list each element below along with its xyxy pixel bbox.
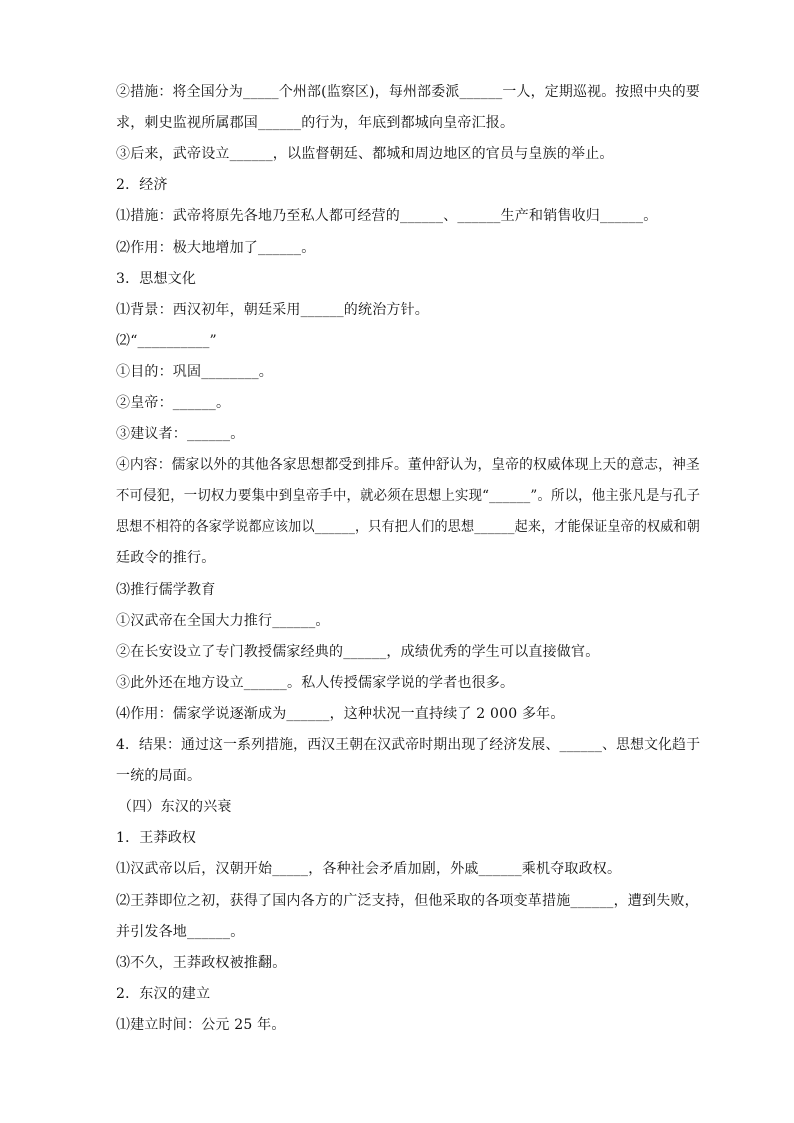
text-line: ⑴汉武帝以后，汉朝开始_____，各种社会矛盾加剧，外戚______乘机夺取政权。 — [116, 861, 622, 877]
text-line: 2．经济 — [116, 177, 168, 193]
text-line: ⑴措施：武帝将原先各地乃至私人都可经营的______、______生产和销售收归______。 — [116, 208, 658, 224]
text-line: ⑴背景：西汉初年，朝廷采用______的统治方针。 — [116, 302, 429, 318]
text-line: ①汉武帝在全国大力推行______。 — [116, 613, 330, 629]
text-line: ③此外还在地方设立______。私人传授儒家学说的学者也很多。 — [116, 675, 515, 691]
text-line: ⑴建立时间：公元 25 年。 — [116, 1017, 286, 1033]
text-line: ②皇帝：______。 — [116, 395, 231, 411]
text-line: ④内容：儒家以外的其他各家思想都受到排斥。董仲舒认为，皇帝的权威体现上天的意志，神圣 — [116, 457, 700, 473]
text-line: ③建议者：______。 — [116, 426, 245, 442]
text-line: ③后来，武帝设立______，以监督朝廷、都城和周边地区的官员与皇族的举止。 — [116, 146, 614, 162]
text-line: 廷政令的推行。 — [116, 550, 216, 566]
text-line: 2．东汉的建立 — [116, 986, 211, 1002]
text-line: ①目的：巩固________。 — [116, 364, 273, 380]
text-line: ⑵“__________” — [116, 333, 217, 349]
text-line: ⑶推行儒学教育 — [116, 582, 216, 598]
text-line: 一统的局面。 — [116, 768, 202, 784]
text-line: 不可侵犯，一切权力要集中到皇帝手中，就必须在思想上实现“______”。所以，他主张凡是与孔子 — [116, 488, 701, 504]
text-line: 思想不相符的各家学说都应该加以______，只有把人们的思想______起来，才能保证皇帝的权威和朝 — [116, 519, 701, 535]
text-line: 4．结果：通过这一系列措施，西汉王朝在汉武帝时期出现了经济发展、______、思想文化趋于 — [116, 737, 701, 753]
text-line: 求，刺史监视所属郡国______的行为，年底到都城向皇帝汇报。 — [116, 115, 515, 131]
text-line: 3．思想文化 — [116, 271, 197, 287]
text-line: ⑶不久，王莽政权被推翻。 — [116, 955, 287, 971]
text-line: ⑷作用：儒家学说逐渐成为______，这种状况一直持续了 2 000 多年。 — [116, 706, 565, 722]
text-line: ②措施：将全国分为_____个州部(监察区)，每州部委派______一人，定期巡视。按照中央的要 — [116, 84, 701, 100]
text-line: ⑵作用：极大地增加了______。 — [116, 240, 316, 256]
text-line: ⑵王莽即位之初，获得了国内各方的广泛支持，但他采取的各项变革措施______，遭到失败， — [116, 893, 699, 909]
section-heading: （四）东汉的兴衰 — [118, 799, 232, 815]
text-line: 并引发各地______。 — [116, 924, 245, 940]
text-line: ②在长安设立了专门教授儒家经典的______，成绩优秀的学生可以直接做官。 — [116, 644, 600, 660]
text-line: 1．王莽政权 — [116, 830, 197, 846]
